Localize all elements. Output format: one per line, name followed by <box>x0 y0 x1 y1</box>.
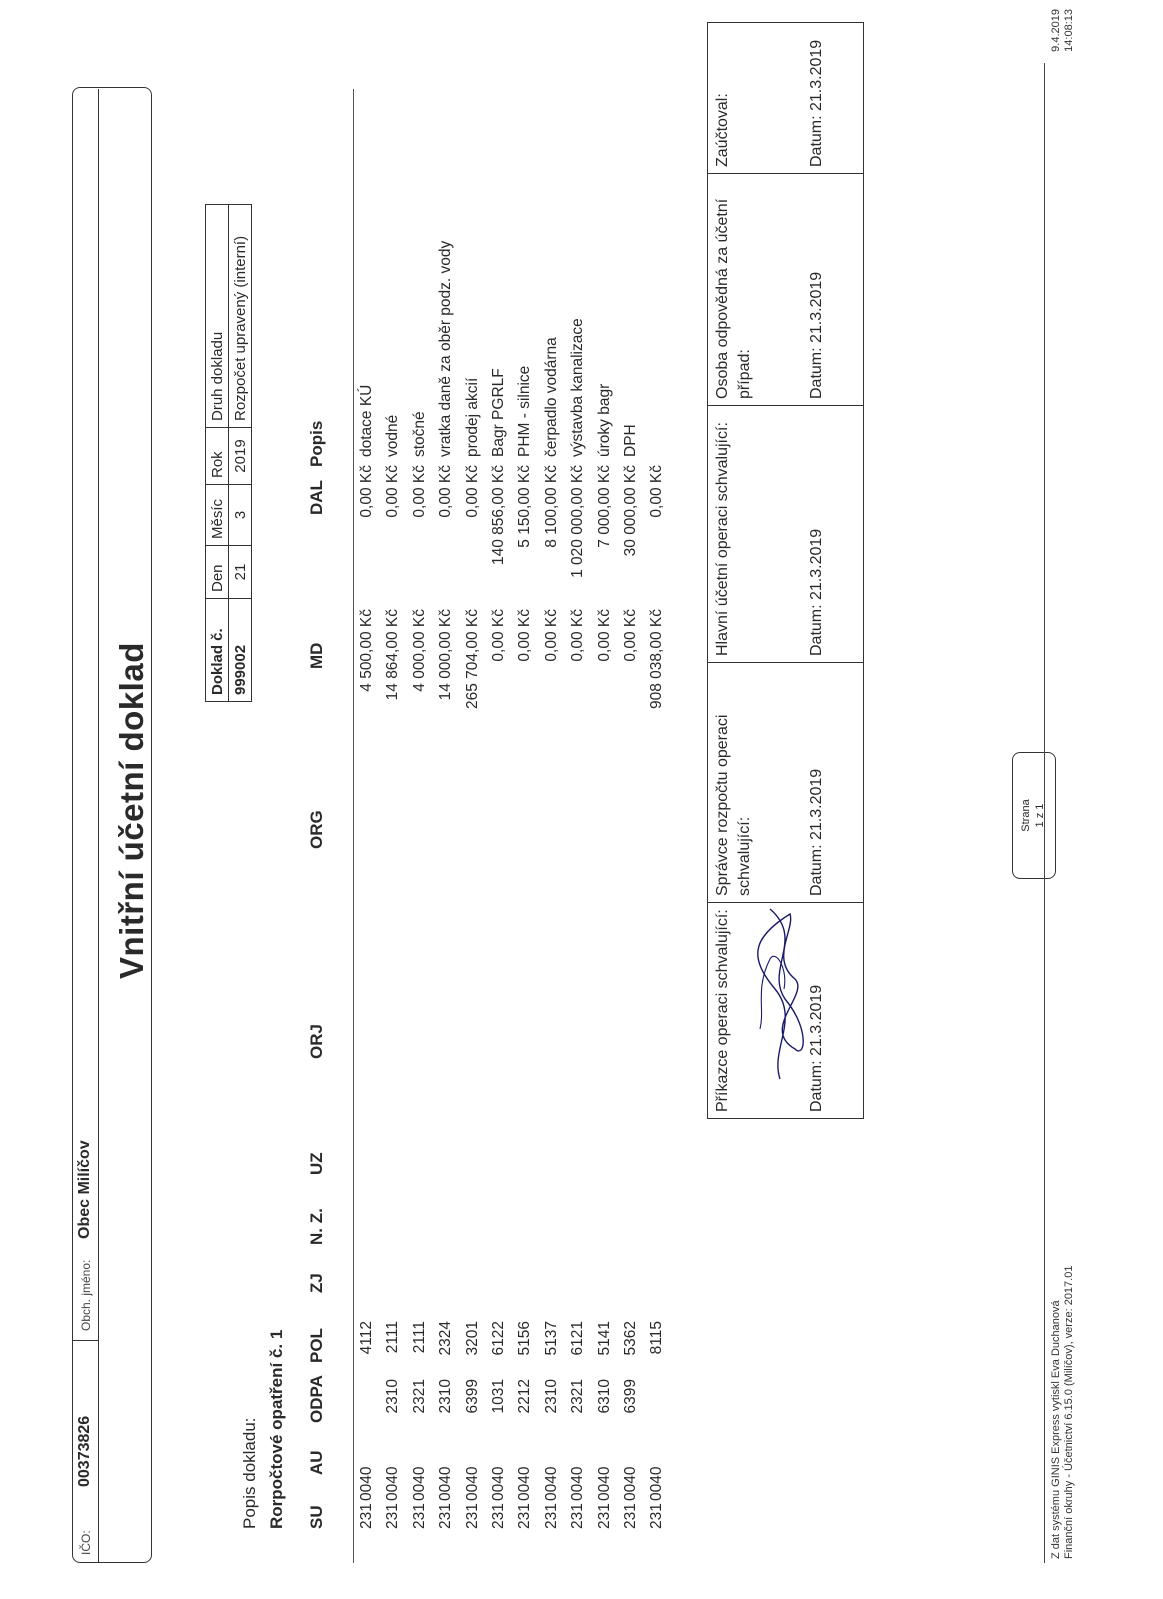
signature-date-zauctoval: Datum: 21.3.2019 <box>808 39 825 167</box>
doc-info-header-row <box>206 205 229 702</box>
signature-divider <box>708 662 863 663</box>
cell-dal: 1 020 000,00 Kč <box>569 465 587 578</box>
cell-su: 231 <box>595 1503 613 1529</box>
col-header-au: AU <box>307 1450 326 1475</box>
cell-pol: 2111 <box>384 1321 402 1354</box>
cell-dal: 8 100,00 Kč <box>542 465 560 548</box>
name-label: Obch. jméno: <box>79 1259 93 1331</box>
day-value: 21 <box>229 546 252 599</box>
cell-popis: PHM - silnice <box>516 365 534 457</box>
cell-au: 0040 <box>542 1466 560 1501</box>
footer-date: 9.4.2019 <box>1050 9 1062 52</box>
cell-popis: dotace KÚ <box>358 384 375 457</box>
cell-su: 231 <box>437 1503 455 1529</box>
cell-au: 0040 <box>648 1466 666 1501</box>
footer-line-1: Z dat systému GINIS Express vytiskl Eva Duchanová <box>1050 1300 1062 1559</box>
cell-su: 231 <box>569 1503 587 1529</box>
cell-su: 231 <box>542 1503 560 1529</box>
footer-line-2: Finanční okruhy - Účetnictví 6.15.0 (Milíčov), verze: 2017.01 <box>1063 1265 1075 1559</box>
month-value: 3 <box>229 485 252 546</box>
col-header-pol: POL <box>307 1328 326 1363</box>
cell-pol: 5137 <box>542 1321 560 1356</box>
ico-label: IČO: <box>79 1530 93 1555</box>
ico-value: 00373826 <box>76 1415 93 1487</box>
cell-su: 231 <box>463 1503 481 1529</box>
doc-type-header: Druh dokladu <box>206 205 229 428</box>
cell-dal: 0,00 Kč <box>358 465 375 518</box>
col-header-md: MD <box>307 642 326 669</box>
cell-au: 0040 <box>569 1466 587 1501</box>
cell-md: 908 038,00 Kč <box>648 609 666 709</box>
col-header-uz: UZ <box>307 1152 326 1175</box>
cell-odpa: 2321 <box>410 1379 428 1414</box>
cell-md: 0,00 Kč <box>622 609 639 662</box>
table-top-rule <box>353 89 354 1563</box>
cell-md: 0,00 Kč <box>490 609 507 662</box>
cell-pol: 2111 <box>410 1321 428 1354</box>
cell-au: 0040 <box>516 1466 534 1501</box>
cell-md: 4 500,00 Kč <box>358 609 375 692</box>
cell-pol: 8115 <box>648 1321 666 1355</box>
cell-odpa: 2321 <box>569 1379 587 1414</box>
cell-md: 0,00 Kč <box>569 609 587 662</box>
header-divider <box>98 89 99 1563</box>
cell-md: 265 704,00 Kč <box>463 609 481 709</box>
cell-dal: 0,00 Kč <box>437 465 455 518</box>
cell-su: 231 <box>648 1503 666 1529</box>
signature-role-prikazce: Příkazce operaci schvalující: <box>714 909 731 1112</box>
description-label: Popis dokladu: <box>240 1417 259 1529</box>
cell-dal: 7 000,00 Kč <box>595 465 613 548</box>
cell-md: 0,00 Kč <box>595 609 613 662</box>
footer-time: 14:08:13 <box>1063 9 1075 52</box>
cell-dal: 30 000,00 Kč <box>622 465 639 557</box>
year-value: 2019 <box>229 428 252 485</box>
cell-su: 231 <box>384 1503 402 1529</box>
signature-role-spravce: Správce rozpočtu operaci schvalující: <box>714 714 753 896</box>
header-ico-divider <box>72 1340 98 1341</box>
cell-pol: 4112 <box>358 1321 375 1355</box>
col-header-orj: ORJ <box>307 1024 326 1059</box>
cell-au: 0040 <box>384 1466 402 1501</box>
cell-popis: výstavba kanalizace <box>569 318 587 457</box>
cell-dal: 0,00 Kč <box>410 465 428 518</box>
col-header-dal: DAL <box>307 480 326 515</box>
cell-su: 231 <box>358 1503 375 1529</box>
cell-md: 0,00 Kč <box>516 609 534 662</box>
col-header-nz: N. Z. <box>307 1208 326 1245</box>
col-header-odpa: ODPA <box>307 1375 326 1423</box>
cell-odpa: 6399 <box>463 1379 481 1414</box>
cell-su: 231 <box>516 1503 534 1529</box>
cell-pol: 5141 <box>595 1321 613 1356</box>
cell-odpa: 2212 <box>516 1379 534 1414</box>
cell-md: 14 000,00 Kč <box>437 609 455 701</box>
cell-md: 14 864,00 Kč <box>384 609 402 701</box>
cell-odpa: 1031 <box>490 1379 507 1414</box>
doc-info-value-row <box>229 205 252 702</box>
col-header-org: ORG <box>307 810 326 849</box>
page-indicator-label: Strana <box>1020 799 1032 832</box>
cell-au: 0040 <box>463 1466 481 1501</box>
cell-dal: 140 856,00 Kč <box>490 465 507 565</box>
cell-popis: úroky bagr <box>595 383 613 457</box>
page-indicator <box>1012 752 1056 879</box>
cell-su: 231 <box>490 1503 507 1529</box>
cell-popis: DPH <box>622 424 639 457</box>
signature-date-osoba: Datum: 21.3.2019 <box>808 271 825 399</box>
cell-su: 231 <box>622 1503 639 1529</box>
signature-divider <box>708 173 863 174</box>
cell-popis: čerpadlo vodárna <box>542 337 560 457</box>
cell-pol: 2324 <box>437 1321 455 1356</box>
signature-date-spravce: Datum: 21.3.2019 <box>808 768 825 896</box>
handwritten-signature <box>740 899 820 1089</box>
year-header: Rok <box>206 428 229 485</box>
signature-role-hlavni-ucetni: Hlavní účetní operaci schvalující: <box>714 422 731 656</box>
doc-info-table <box>205 204 252 702</box>
cell-popis: stočné <box>410 411 428 457</box>
cell-dal: 0,00 Kč <box>384 465 402 518</box>
cell-popis: prodej akcií <box>463 377 481 457</box>
cell-popis: Bagr PGRLF <box>490 368 507 457</box>
col-header-popis: Popis <box>307 420 326 467</box>
signature-date-hlavni-ucetni: Datum: 21.3.2019 <box>808 528 825 656</box>
page-indicator-value: 1 z 1 <box>1034 803 1046 828</box>
cell-odpa: 6399 <box>622 1379 639 1414</box>
doc-number-value: 999002 <box>229 599 252 702</box>
signature-role-zauctoval: Zaúčtoval: <box>714 93 731 167</box>
cell-odpa: 2310 <box>437 1379 455 1414</box>
cell-au: 0040 <box>358 1466 375 1501</box>
cell-pol: 5156 <box>516 1321 534 1356</box>
doc-number-header: Doklad č. <box>206 599 229 702</box>
month-header: Měsíc <box>206 485 229 546</box>
cell-au: 0040 <box>410 1466 428 1501</box>
doc-type-value: Rozpočet upravený (interní) <box>229 205 252 428</box>
signature-date-prikazce: Datum: 21.3.2019 <box>808 984 825 1112</box>
cell-odpa: 2310 <box>542 1379 560 1414</box>
cell-au: 0040 <box>595 1466 613 1501</box>
cell-pol: 6122 <box>490 1321 507 1356</box>
cell-md: 0,00 Kč <box>542 609 560 662</box>
cell-popis: vratka daně za oběr podz. vody <box>437 240 455 457</box>
cell-odpa: 6310 <box>595 1379 613 1414</box>
cell-dal: 0,00 Kč <box>463 465 481 518</box>
day-header: Den <box>206 546 229 599</box>
cell-au: 0040 <box>437 1466 455 1501</box>
cell-md: 4 000,00 Kč <box>410 609 428 692</box>
cell-pol: 5362 <box>622 1321 639 1356</box>
page-title: Vnitřní účetní doklad <box>113 642 150 979</box>
col-header-zj: ZJ <box>307 1273 326 1293</box>
cell-pol: 6121 <box>569 1321 587 1356</box>
signature-role-osoba: Osoba odpovědná za účetní případ: <box>714 198 753 399</box>
cell-au: 0040 <box>490 1466 507 1501</box>
signature-divider <box>708 405 863 406</box>
cell-su: 231 <box>410 1503 428 1529</box>
cell-popis: vodné <box>384 414 402 457</box>
name-value: Obec Milíčov <box>76 1140 93 1239</box>
footer-rule <box>1044 63 1045 1563</box>
cell-pol: 3201 <box>463 1321 481 1356</box>
cell-dal: 0,00 Kč <box>648 465 666 518</box>
col-header-su: SU <box>307 1505 326 1529</box>
cell-odpa: 2310 <box>384 1379 402 1414</box>
cell-au: 0040 <box>622 1466 639 1501</box>
cell-dal: 5 150,00 Kč <box>516 465 534 548</box>
description-value: Rorpočtové opatření č. 1 <box>267 1329 286 1529</box>
